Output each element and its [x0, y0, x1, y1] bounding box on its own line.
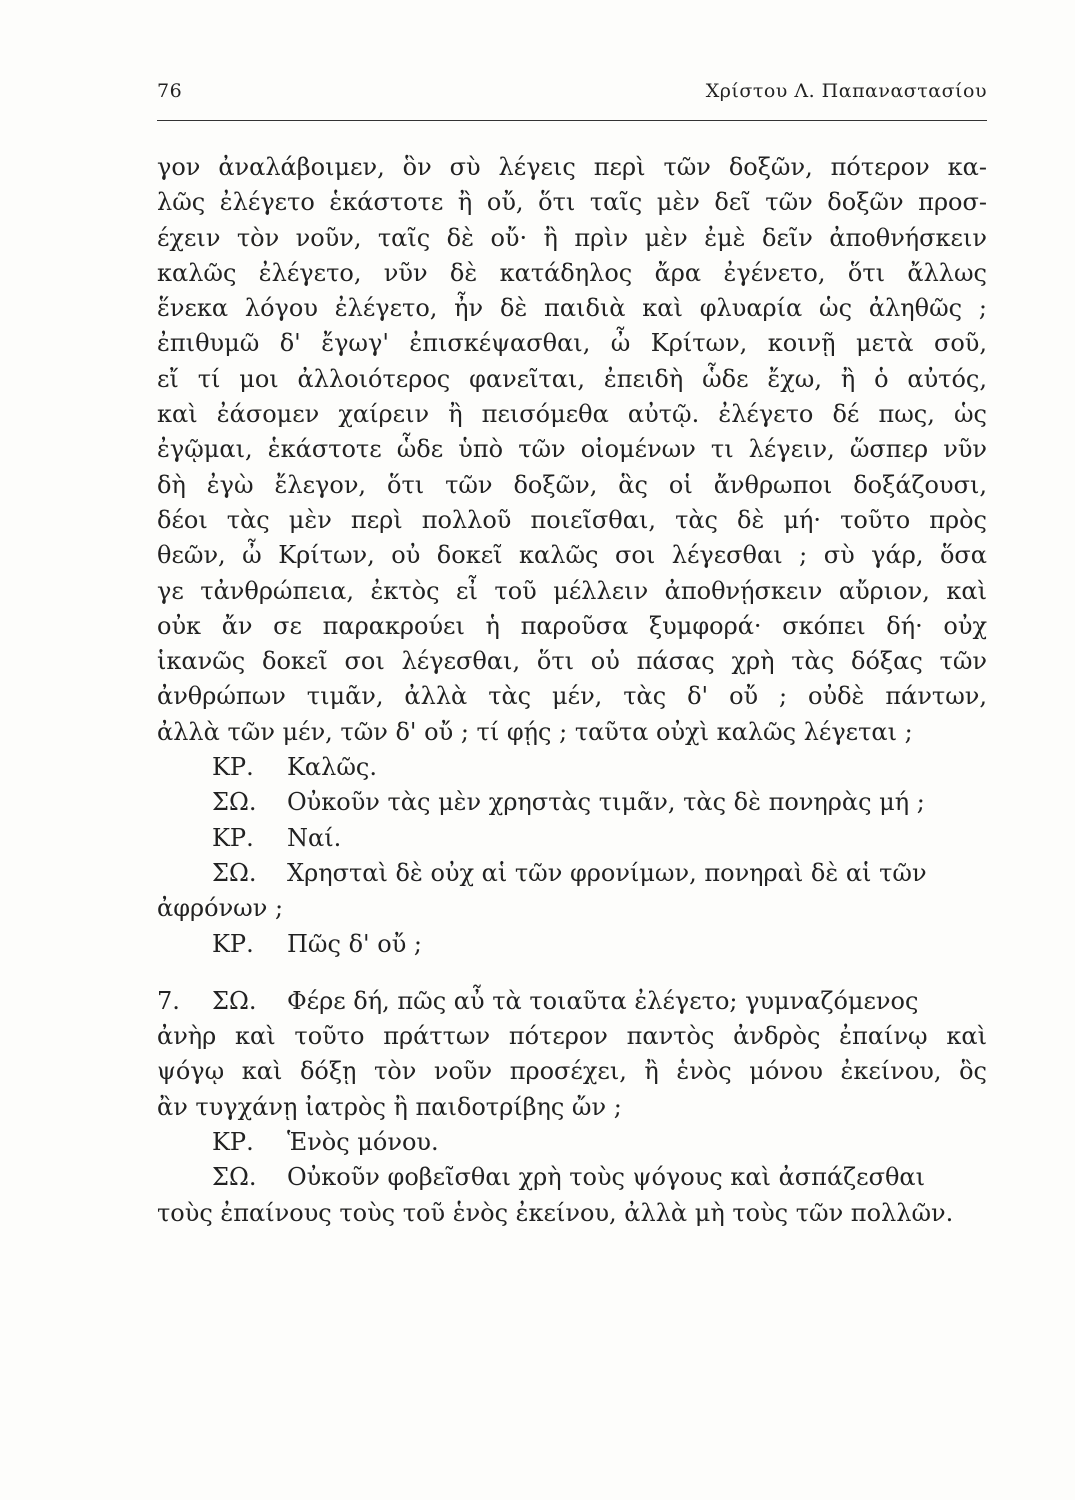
- dialogue-line: [157, 750, 987, 785]
- line-text: Καλῶς.: [287, 753, 377, 782]
- section-start-line: [157, 984, 987, 1019]
- line-text: γον ἀναλάβοιμεν, ὃν σὺ λέγεις περὶ τῶν δοξῶν, πότερον κα-: [157, 153, 987, 181]
- line-text: Φέρε δή, πῶς αὖ τὰ τοιαῦτα ἐλέγετο; γυμναζόμενος: [287, 986, 919, 1015]
- text-line: [157, 221, 987, 256]
- line-text: Ἑνὸς μόνου.: [287, 1128, 439, 1157]
- dialogue-line: [157, 821, 987, 856]
- running-header: [157, 80, 987, 110]
- line-text: καὶ ἐάσομεν χαίρειν ἢ πεισόμεθα αὐτῷ. ἐλέγετο δέ πως, ὡς: [157, 400, 987, 429]
- speaker-label: ΚΡ.: [212, 753, 254, 782]
- header-rule: [157, 120, 987, 121]
- dialogue-line: [157, 785, 987, 820]
- line-text: ἀφρόνων ;: [157, 894, 284, 923]
- running-header-author: Χρίστου Λ. Παπαναστασίου: [705, 80, 987, 102]
- line-text: Χρησταὶ δὲ οὐχ αἱ τῶν φρονίμων, πονηραὶ δὲ αἱ τῶν: [287, 858, 927, 887]
- text-line: [157, 256, 987, 291]
- line-text: ψόγῳ καὶ δόξῃ τὸν νοῦν προσέχει, ἢ ἑνὸς μόνου ἐκείνου, ὃς: [157, 1057, 987, 1086]
- dialogue-line: [157, 927, 987, 962]
- line-text: ἐγῷμαι, ἑκάστοτε ὧδε ὑπὸ τῶν οἰομένων τι λέγειν, ὥσπερ νῦν: [157, 435, 987, 464]
- text-line: [157, 185, 987, 220]
- text-line: [157, 326, 987, 361]
- speaker-label: ΚΡ.: [212, 1128, 254, 1157]
- text-line: [157, 362, 987, 397]
- line-text: Οὐκοῦν φοβεῖσθαι χρὴ τοὺς ψόγους καὶ ἀσπάζεσθαι: [287, 1163, 926, 1192]
- text-line: [157, 609, 987, 644]
- line-text: ἂν τυγχάνῃ ἰατρὸς ἢ παιδοτρίβης ὤν ;: [157, 1092, 622, 1121]
- line-text: οὐκ ἄν σε παρακρούει ἡ παροῦσα ξυμφορά· σκόπει δή· οὐχ: [157, 611, 987, 640]
- line-text: εἴ τί μοι ἀλλοιότερος φανεῖται, ἐπειδὴ ὧδε ἔχω, ἢ ὁ αὐτός,: [157, 364, 987, 393]
- line-text: τοὺς ἐπαίνους τοὺς τοῦ ἑνὸς ἐκείνου, ἀλλὰ μὴ τοὺς τῶν πολλῶν.: [157, 1198, 954, 1227]
- text-line: [157, 538, 987, 573]
- line-text: ἀλλὰ τῶν μέν, τῶν δ' οὔ ; τί φῄς ; ταῦτα οὐχὶ καλῶς λέγεται ;: [157, 717, 913, 746]
- line-text: λῶς ἐλέγετο ἑκάστοτε ἢ οὔ, ὅτι ταῖς μὲν δεῖ τῶν δοξῶν προσ-: [157, 188, 987, 217]
- speaker-label: ΣΩ.: [212, 1163, 257, 1192]
- line-text: ἐπιθυμῶ δ' ἔγωγ' ἐπισκέψασθαι, ὦ Κρίτων, κοινῇ μετὰ σοῦ,: [157, 329, 987, 358]
- dialogue-line: [157, 1160, 987, 1195]
- line-text: Ναί.: [287, 823, 342, 852]
- line-text: ἀνὴρ καὶ τοῦτο πράττων πότερον παντὸς ἀνδρὸς ἐπαίνῳ καὶ: [157, 1022, 987, 1051]
- line-text: ἀνθρώπων τιμᾶν, ἀλλὰ τὰς μέν, τὰς δ' οὔ ; οὐδὲ πάντων,: [157, 682, 987, 711]
- text-line: [157, 574, 987, 609]
- speaker-label: ΣΩ.: [212, 858, 257, 887]
- text-line: [157, 503, 987, 538]
- line-text: έχειν τὸν νοῦν, ταῖς δὲ οὔ· ἢ πρὶν μὲν ἐμὲ δεῖν ἀποθνήσκειν: [157, 223, 987, 252]
- text-line: [157, 679, 987, 714]
- speaker-label: ΣΩ.: [212, 788, 257, 817]
- line-text: θεῶν, ὦ Κρίτων, οὐ δοκεῖ καλῶς σοι λέγεσθαι ; σὺ γάρ, ὅσα: [157, 541, 987, 570]
- line-text: δὴ ἐγὼ ἔλεγον, ὅτι τῶν δοξῶν, ἃς οἱ ἄνθρωποι δοξάζουσι,: [157, 470, 987, 499]
- page-number: 76: [157, 80, 183, 102]
- line-text: δέοι τὰς μὲν περὶ πολλοῦ ποιεῖσθαι, τὰς δὲ μή· τοῦτο πρὸς: [157, 505, 987, 534]
- greek-text-body: [157, 150, 987, 1231]
- text-line: [157, 468, 987, 503]
- line-text: γε τἀνθρώπεια, ἐκτὸς εἶ τοῦ μέλλειν ἀποθνῄσκειν αὔριον, καὶ: [157, 576, 987, 605]
- text-line: [157, 1090, 987, 1125]
- text-line: [157, 644, 987, 679]
- text-line: [157, 432, 987, 467]
- speaker-label: ΚΡ.: [212, 929, 254, 958]
- line-text: ἕνεκα λόγου ἐλέγετο, ἦν δὲ παιδιὰ καὶ φλυαρία ὡς ἀληθῶς ;: [157, 294, 987, 323]
- line-text: ἱκανῶς δοκεῖ σοι λέγεσθαι, ὅτι οὐ πάσας χρὴ τὰς δόξας τῶν: [157, 647, 987, 676]
- text-line: [157, 150, 987, 185]
- text-line: [157, 291, 987, 326]
- text-line: [157, 891, 987, 926]
- section-number: 7.: [157, 986, 180, 1015]
- text-line: [157, 715, 987, 750]
- dialogue-line: [157, 1125, 987, 1160]
- line-text: Πῶς δ' οὔ ;: [287, 929, 422, 958]
- text-line: [157, 1054, 987, 1089]
- text-line: [157, 397, 987, 432]
- speaker-label: ΚΡ.: [212, 823, 254, 852]
- line-text: καλῶς ἐλέγετο, νῦν δὲ κατάδηλος ἄρα ἐγένετο, ὅτι ἄλλως: [157, 258, 987, 287]
- text-line: [157, 1196, 987, 1231]
- text-line: [157, 1019, 987, 1054]
- line-text: Οὐκοῦν τὰς μὲν χρηστὰς τιμᾶν, τὰς δὲ πονηρὰς μή ;: [287, 788, 925, 817]
- speaker-label: ΣΩ.: [212, 986, 257, 1015]
- dialogue-line: [157, 856, 987, 891]
